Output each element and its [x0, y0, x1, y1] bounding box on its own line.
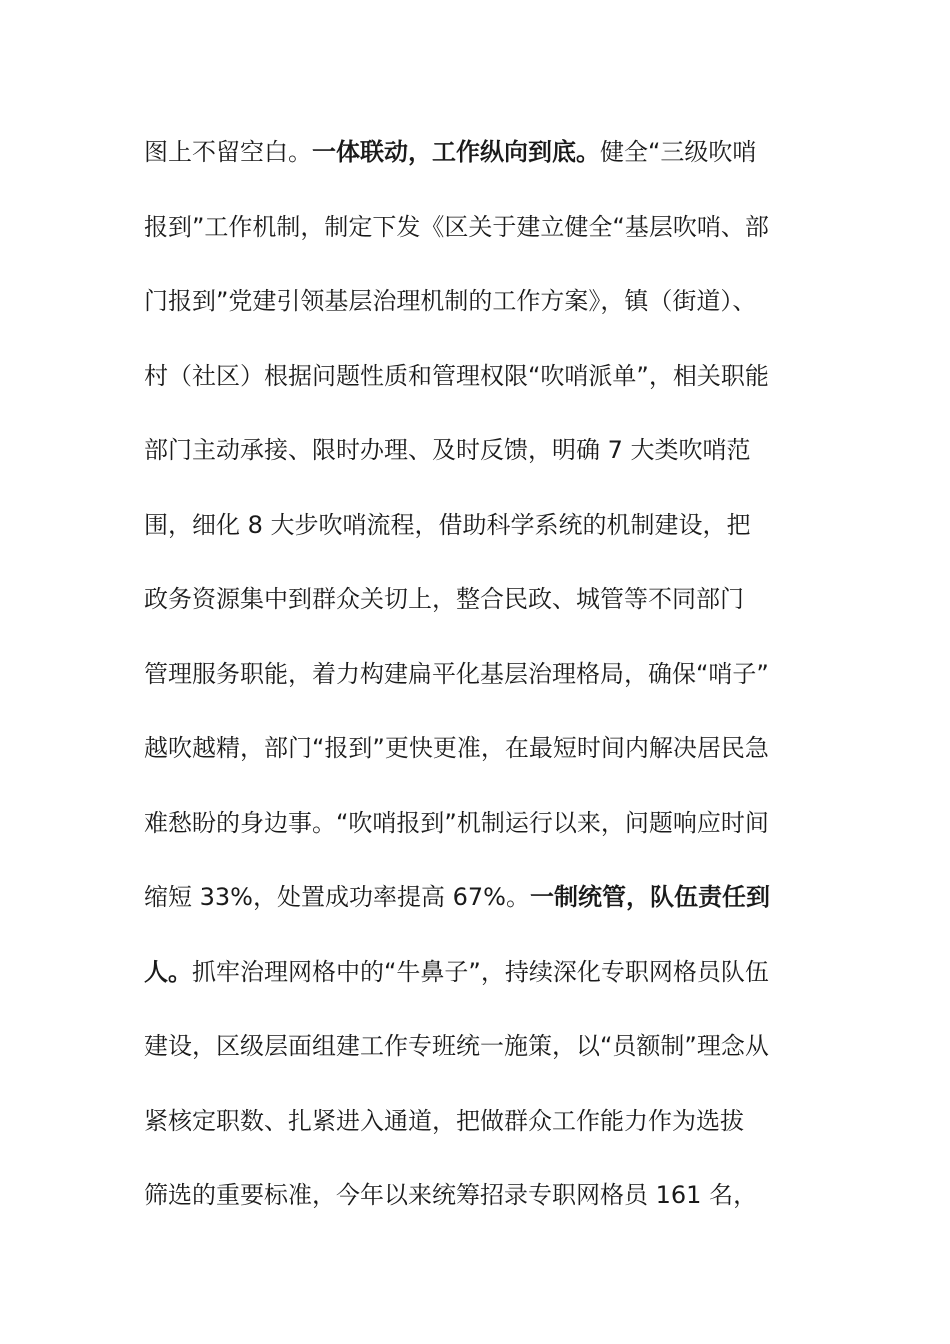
text-line — [144, 1173, 816, 1248]
body-paragraph — [144, 130, 816, 1248]
text-line — [144, 428, 816, 503]
text-segment: 缩短 33%，处置成功率提高 67%。 — [144, 883, 530, 911]
text-segment: 围，细化 8 大步吹哨流程，借助科学系统的机制建设，把 — [144, 510, 751, 539]
text-segment: 难愁盼的身边事。“吹哨报到”机制运行以来，问题响应时间 — [144, 808, 769, 837]
bold-heading-segment: 人。 — [144, 957, 192, 986]
bold-heading-segment: 一制统管，队伍责任到 — [529, 883, 770, 911]
text-segment: 报到”工作机制，制定下发《区关于建立健全“基层吹哨、部 — [144, 212, 769, 241]
text-segment: 管理服务职能，着力构建扁平化基层治理格局，确保“哨子” — [144, 659, 769, 688]
text-segment: 门报到”党建引领基层治理机制的工作方案》，镇（街道）、 — [144, 287, 757, 315]
text-line — [144, 875, 816, 950]
text-segment: 村（社区）根据问题性质和管理权限“吹哨派单”，相关职能 — [144, 361, 769, 390]
text-segment: 部门主动承接、限时办理、及时反馈，明确 7 大类吹哨范 — [144, 436, 751, 464]
text-segment: 政务资源集中到群众关切上，整合民政、城管等不同部门 — [144, 585, 744, 613]
text-segment: 健全“三级吹哨 — [600, 138, 757, 166]
text-segment: 越吹越精，部门“报到”更快更准，在最短时间内解决居民急 — [144, 734, 769, 762]
text-line — [144, 205, 816, 280]
text-line — [144, 354, 816, 429]
text-line — [144, 801, 816, 876]
text-line — [144, 1099, 816, 1174]
text-segment: 紧核定职数、扎紧进入通道，把做群众工作能力作为选拔 — [144, 1106, 744, 1135]
text-line — [144, 503, 816, 578]
text-line — [144, 130, 816, 205]
text-segment: 筛选的重要标准，今年以来统筹招录专职网格员 161 名， — [144, 1181, 758, 1209]
text-segment: 图上不留空白。 — [144, 138, 312, 166]
text-line — [144, 726, 816, 801]
text-segment: 建设，区级层面组建工作专班统一施策，以“员额制”理念从 — [144, 1032, 769, 1060]
text-line — [144, 279, 816, 354]
text-line — [144, 577, 816, 652]
text-line — [144, 652, 816, 727]
text-segment: 抓牢治理网格中的“牛鼻子”，持续深化专职网格员队伍 — [192, 957, 769, 986]
text-line — [144, 1024, 816, 1099]
text-line — [144, 950, 816, 1025]
bold-heading-segment: 一体联动，工作纵向到底。 — [312, 138, 600, 166]
